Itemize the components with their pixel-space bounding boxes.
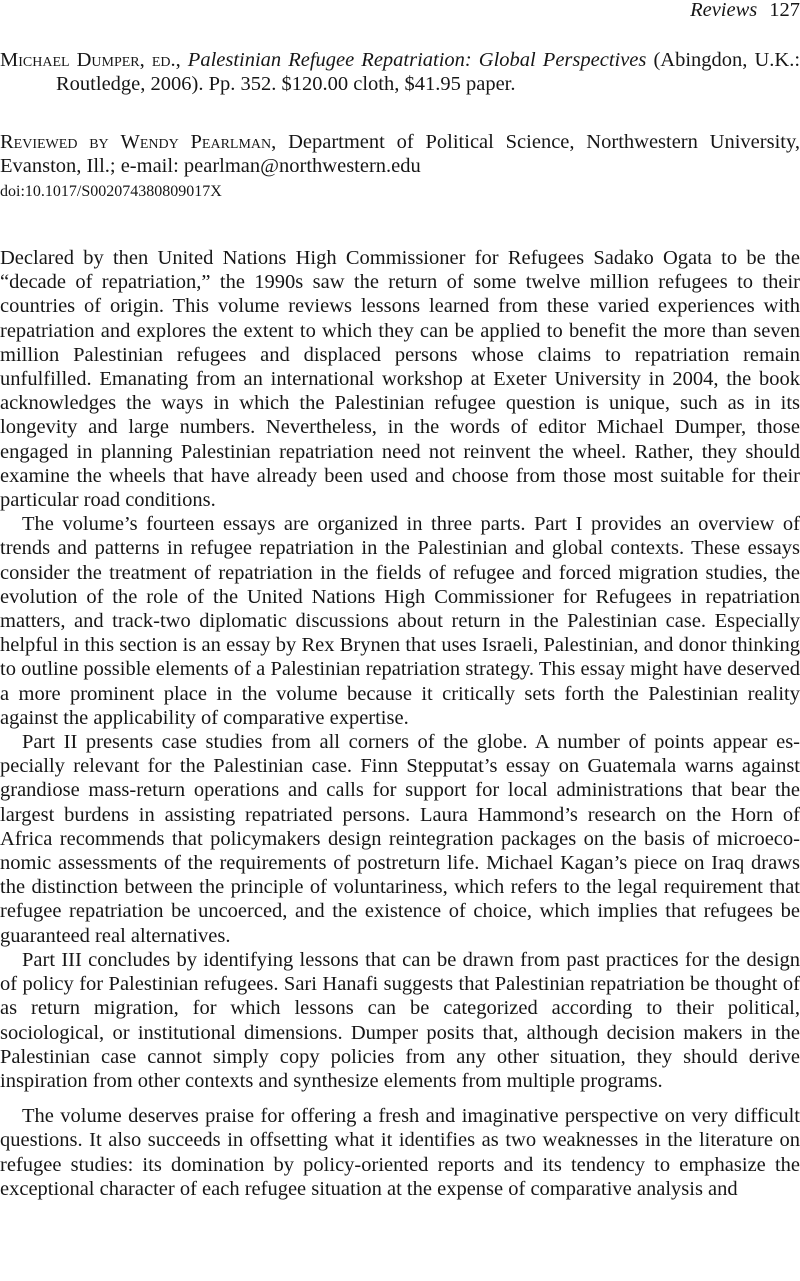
page-number: 127 [769, 0, 800, 21]
running-head-section: Reviews [690, 0, 758, 21]
doi-line: doi:10.1017/S002074380809017X [0, 183, 222, 200]
paragraph-2: The volume’s fourteen essays are organized in three parts. Part I provides an overview of trends and patterns in refugee repatriation in the Palestinian and global contexts. These essays consider the treatment of repatriation in the fields of refugee and forced migration studies, the evolution of the role of the United Nations High Commissioner for Refugees in repatriation matters, and track-two diplomatic discussions about return in the Palestinian case. Especially helpful in this section is an essay by Rex Brynen that uses Israeli, Palestinian, and donor thinking to outline possible elements of a Palestinian repatriation strategy. This essay might have deserved a more prominent place in the volume because it critically sets forth the Palestinian reality against the applicability of comparative expertise. [0, 513, 800, 729]
running-head [690, 0, 800, 23]
book-publication-details: (Abingdon, U.K.: Routledge, 2006). Pp. 352. $120.00 cloth, $41.95 paper. [56, 49, 800, 95]
paragraph-5: The volume deserves praise for offering a fresh and imaginative perspective on very difficult questions. It also succeeds in offsetting what it identifies as two weaknesses in the literature on refugee studies: its domination by policy-oriented reports and its tendency to emphasize the exceptional character of each refugee situation at the expense of comparative analysis and [0, 1105, 800, 1200]
paragraph-3: Part II presents case studies from all corners of the globe. A number of points appear especially relevant for the Palestinian case. Finn Stepputat’s essay on Guatemala warns against grandiose mass-return operations and calls for support for local administrations that bear the largest burdens in assisting repatriated persons. Laura Hammond’s research on the Horn of Africa recommends that policymakers design reintegration packages on the basis of microeconomic assessments of the requirements of postreturn life. Michael Kagan’s piece on Iraq draws the distinction between the principle of voluntariness, which refers to the legal requirement that refugee repatriation be uncoerced, and the existence of choice, which implies that refugees be guaranteed real alternatives. [0, 731, 800, 947]
paragraph-1: Declared by then United Nations High Commissioner for Refugees Sadako Ogata to be the “decade of repatriation,” the 1990s saw the return of some twelve million refugees to their countries of origin. This volume reviews lessons learned from these varied experiences with repatriation and explores the extent to which they can be applied to benefit the more than seven million Palestinian refugees and displaced persons whose claims to repatriation remain unfulfilled. Emanating from an international workshop at Exeter University in 2004, the book acknowledges the ways in which the Palestinian refugee question is unique, such as in its longevity and large numbers. Nevertheless, in the words of editor Michael Dumper, those engaged in planning Palestinian repatriation need not reinvent the wheel. Rather, they should examine the wheels that have already been used and choose from those most suitable for their particular road conditions. [0, 247, 800, 512]
reviewer-line [0, 130, 800, 178]
book-title: Palestinian Refugee Repatriation: Global Perspectives [187, 49, 647, 71]
review-body [0, 246, 800, 1201]
book-citation: Michael Dumper, ed., Palestinian Refugee Repatriation: Global Perspectives (Abingdon, U.K.: Routledge, 2006). Pp. 352. $120.00 cloth, $41.95 paper. [0, 49, 800, 95]
reviewer-name: Wendy Pearlman [120, 131, 272, 153]
paragraph-4: Part III concludes by identifying lessons that can be drawn from past practices for the design of policy for Palestinian refugees. Sari Hanafi suggests that Palestinian repatriation be thought of as return migration, for which lessons can be categorized according to their political, sociological, or institutional dimensions. Dumper posits that, although decision makers in the Palestinian case cannot simply copy policies from any other situation, they should derive inspiration from other contexts and synthesize elements from multiple programs. [0, 948, 800, 1092]
reviewer-label: Reviewed by [0, 131, 109, 153]
reviewer-affiliation: , Department of Political Science, Northwestern University, Evanston, Ill.; e-mail: pearlman@northwestern.edu [0, 131, 800, 177]
book-author: Michael Dumper, ed. [0, 49, 176, 71]
